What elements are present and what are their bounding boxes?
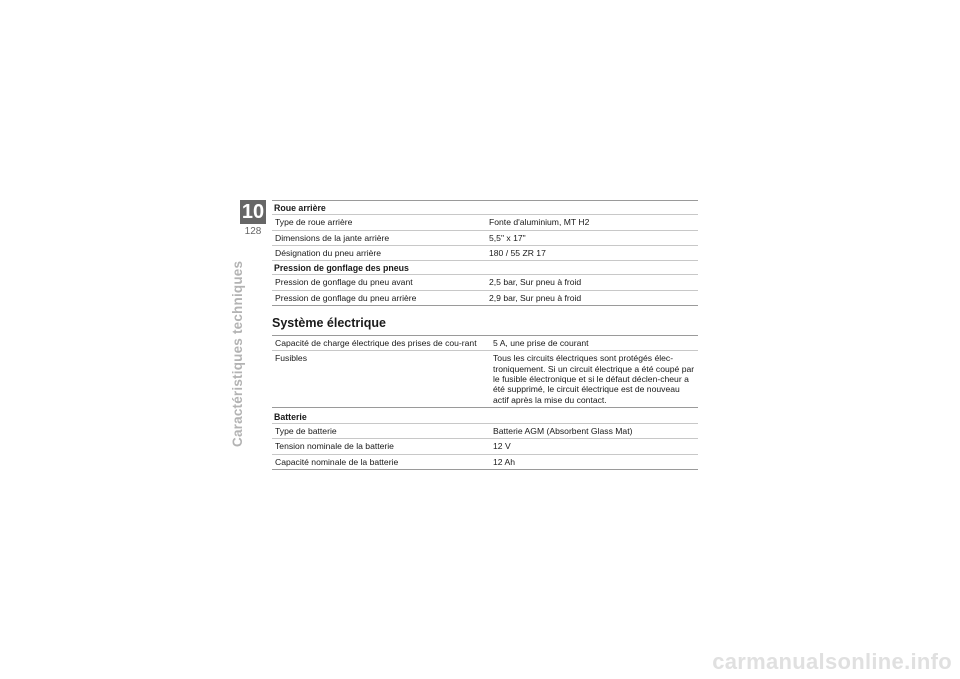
spec-value: 180 / 55 ZR 17 (485, 245, 698, 260)
chapter-tab (240, 200, 266, 239)
electrical-spec-table (272, 335, 698, 470)
table-row (272, 275, 698, 290)
spec-label: Type de batterie (272, 424, 489, 439)
table-row (272, 336, 698, 351)
chapter-side-title: Caractéristiques techniques (230, 260, 245, 447)
section-heading-row (272, 261, 698, 275)
spec-label: Désignation du pneu arrière (272, 245, 485, 260)
spec-value: 5,5" x 17" (485, 230, 698, 245)
spec-label: Tension nominale de la batterie (272, 439, 489, 454)
page-number: 128 (244, 226, 262, 237)
tire-pressure-heading: Pression de gonflage des pneus (272, 261, 698, 275)
spec-value: 2,5 bar, Sur pneu à froid (485, 275, 698, 290)
spec-value: 12 V (489, 439, 698, 454)
rear-wheel-heading: Roue arrière (272, 201, 698, 215)
spec-value: Fonte d'aluminium, MT H2 (485, 215, 698, 230)
chapter-number: 10 (241, 201, 265, 223)
table-row (272, 245, 698, 260)
spec-content (272, 200, 698, 470)
spec-label: Dimensions de la jante arrière (272, 230, 485, 245)
electrical-system-title: Système électrique (272, 316, 386, 331)
spec-label: Fusibles (272, 351, 489, 407)
table-row (272, 351, 698, 407)
spec-value: Batterie AGM (Absorbent Glass Mat) (489, 424, 698, 439)
table-row (272, 454, 698, 469)
spec-label: Capacité nominale de la batterie (272, 454, 489, 469)
table-row (272, 439, 698, 454)
spec-value: 2,9 bar, Sur pneu à froid (485, 290, 698, 305)
spec-label: Pression de gonflage du pneu avant (272, 275, 485, 290)
spec-label: Type de roue arrière (272, 215, 485, 230)
battery-heading: Batterie (272, 407, 698, 423)
table-row (272, 424, 698, 439)
table-row (272, 230, 698, 245)
spec-label: Capacité de charge électrique des prises de cou-rant (272, 336, 489, 351)
watermark: carmanualsonline.info (712, 649, 952, 674)
spec-value: Tous les circuits électriques sont protégés élec-troniquement. Si un circuit électrique a été coupé par le fusible électronique et si le défaut déclen-cheur a été supprimé, le circuit électrique est de nouveau actif après la mise du contact. (489, 351, 698, 407)
spec-label: Pression de gonflage du pneu arrière (272, 290, 485, 305)
table-row (272, 215, 698, 230)
section-heading-row (272, 407, 698, 423)
spec-value: 5 A, une prise de courant (489, 336, 698, 351)
table-row (272, 290, 698, 305)
wheel-spec-table (272, 200, 698, 306)
section-heading-row (272, 201, 698, 215)
spec-value: 12 Ah (489, 454, 698, 469)
